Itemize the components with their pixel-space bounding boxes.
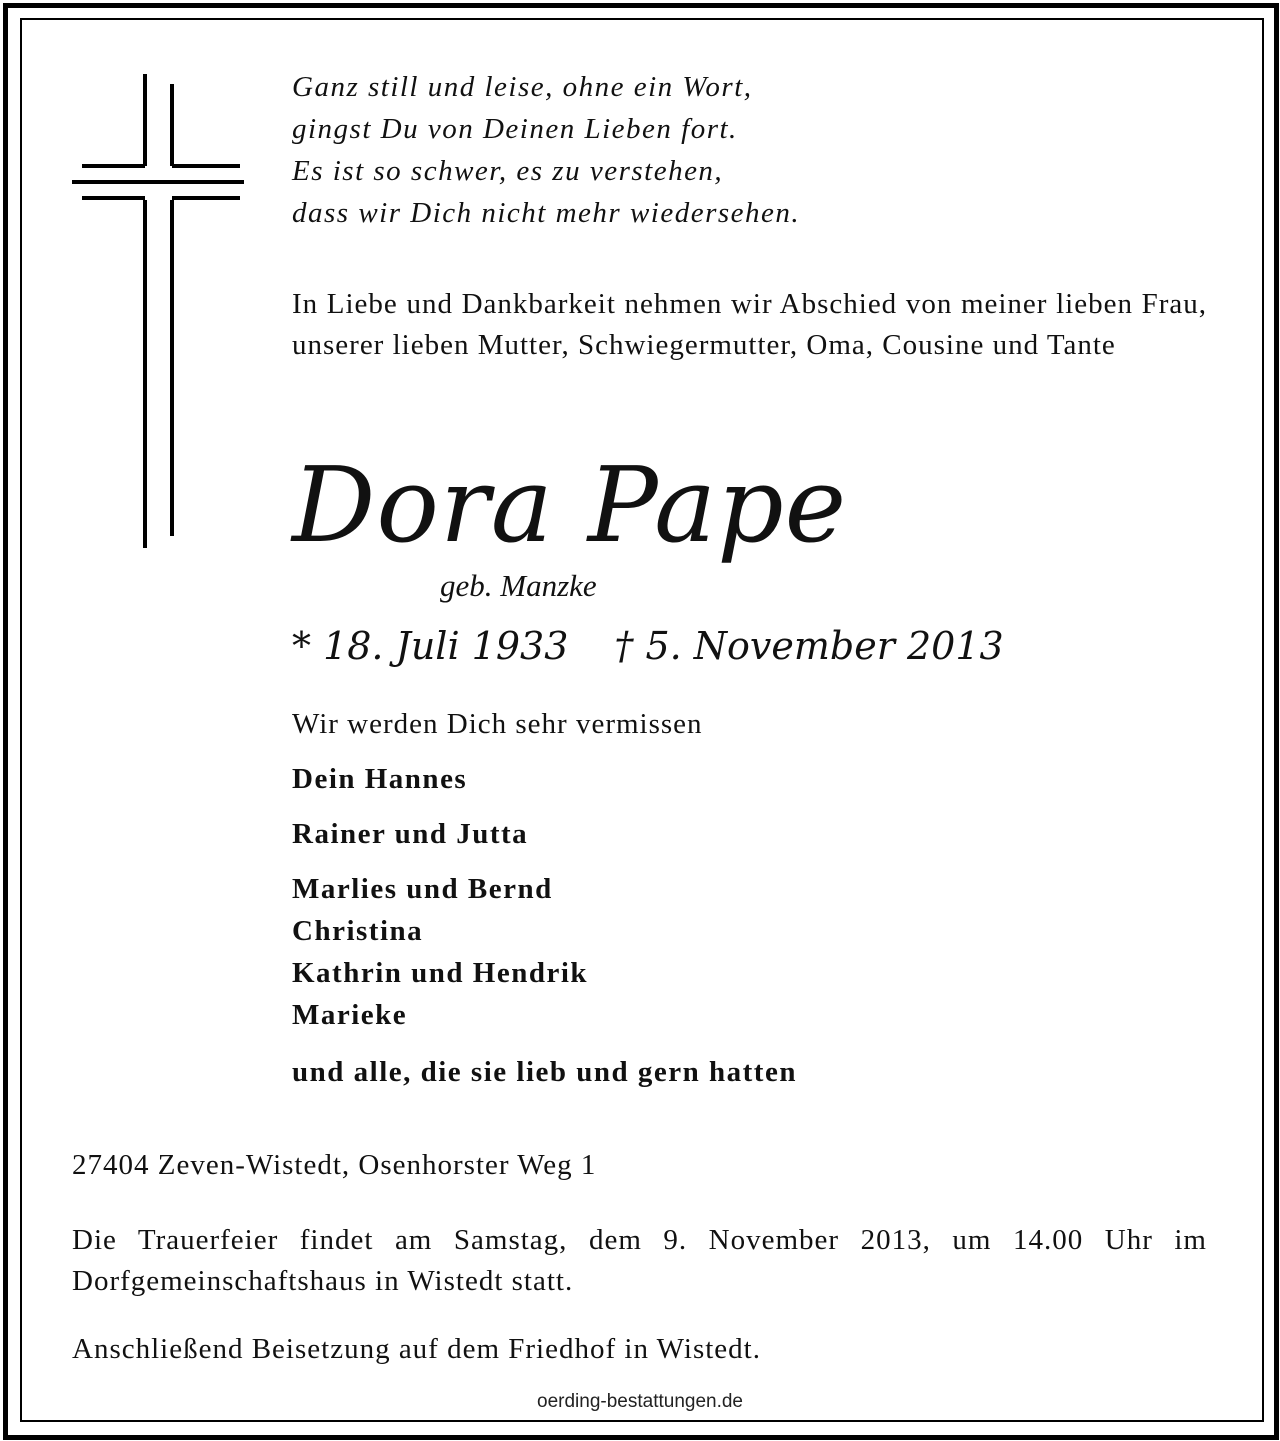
birth-date: * 18. Juli 1933 (292, 624, 569, 668)
mourner-name: Marieke (292, 999, 408, 1031)
mourner-name: Christina (292, 915, 424, 947)
address: 27404 Zeven-Wistedt, Osenhorster Weg 1 (72, 1149, 597, 1181)
mourner-group (292, 758, 467, 800)
footer-website: oerding-bestattungen.de (537, 1391, 743, 1412)
mourner-closing (292, 1051, 797, 1093)
mourner-name: Rainer und Jutta (292, 818, 529, 850)
mourner-name: Marlies und Bernd (292, 873, 553, 905)
poem (292, 66, 800, 234)
life-dates (292, 622, 1004, 670)
poem-line: gingst Du von Deinen Lieben fort. (292, 113, 738, 145)
cross-icon (72, 74, 244, 548)
poem-line: dass wir Dich nicht mehr wiedersehen. (292, 197, 801, 229)
mourner-closing-text: und alle, die sie lieb und gern hatten (292, 1056, 797, 1088)
deceased-name: Dora Pape (292, 444, 848, 566)
mourner-name: Kathrin und Hendrik (292, 957, 589, 989)
service-info: Die Trauerfeier findet am Samstag, dem 9. November 2013, um 14.00 Uhr im Dorfgemeinschaftshaus in Wistedt statt. (72, 1224, 1207, 1297)
poem-line: Ganz still und leise, ohne ein Wort, (292, 71, 753, 103)
mourner-group (292, 813, 528, 855)
maiden-name: geb. Manzke (440, 568, 597, 603)
farewell-message: Wir werden Dich sehr vermissen (292, 708, 703, 740)
mourner-group (292, 868, 588, 1036)
poem-line: Es ist so schwer, es zu verstehen, (292, 155, 724, 187)
mourner-name: Dein Hannes (292, 763, 468, 795)
death-date: † 5. November 2013 (614, 624, 1004, 668)
intro-text: In Liebe und Dankbarkeit nehmen wir Abschied von meiner lieben Frau, unserer lieben Mutter, Schwiegermutter, Oma, Cousine und Tante (292, 288, 1207, 361)
burial-info: Anschließend Beisetzung auf dem Friedhof in Wistedt. (72, 1333, 761, 1365)
